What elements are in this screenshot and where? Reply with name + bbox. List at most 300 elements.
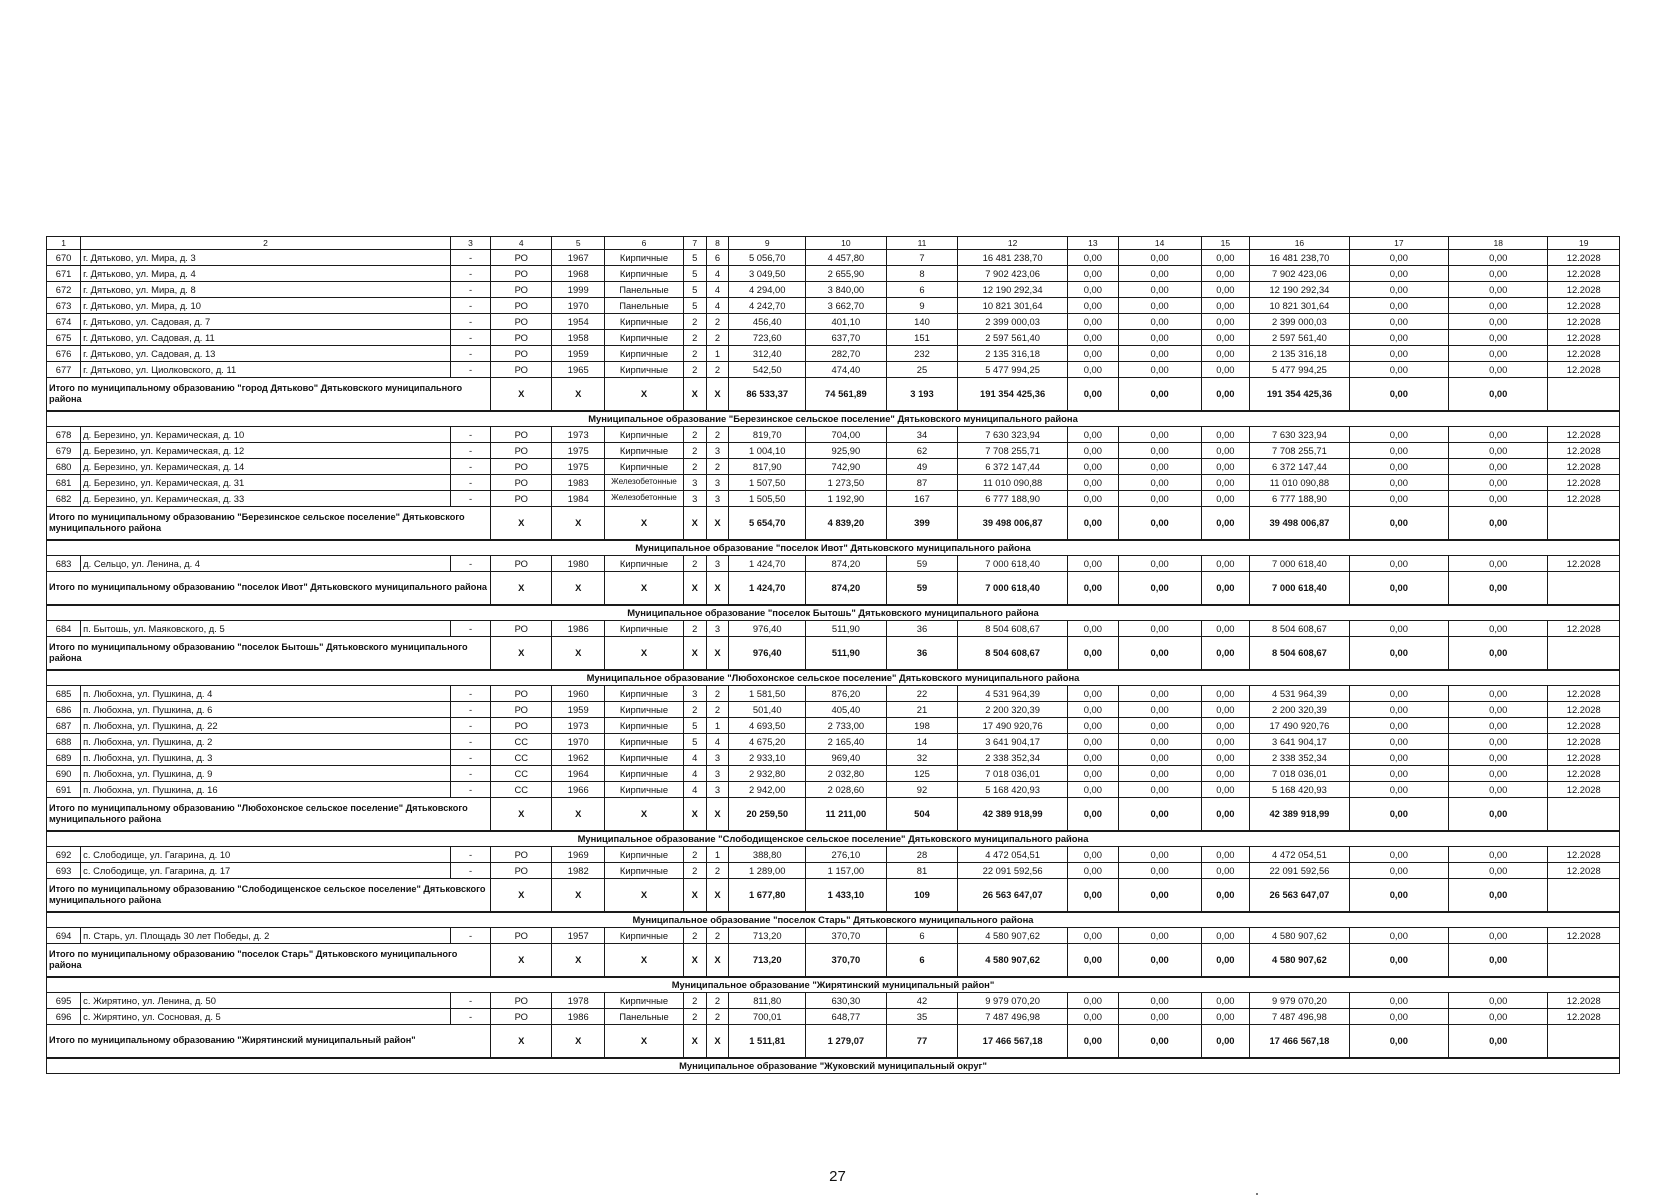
table-cell: 3 (706, 782, 729, 798)
table-cell: 4 472 054,51 (1250, 847, 1349, 863)
table-cell: 0,00 (1349, 993, 1448, 1009)
subtotal-cell: 7 000 618,40 (1250, 572, 1349, 606)
table-cell: 388,80 (729, 847, 806, 863)
table-cell: 0,00 (1067, 621, 1118, 637)
table-cell: 0,00 (1118, 686, 1201, 702)
table-cell: Кирпичные (605, 330, 684, 346)
table-cell: 2 942,00 (729, 782, 806, 798)
subtotal-cell: X (706, 572, 729, 606)
subtotal-cell: X (552, 798, 605, 832)
table-cell: 0,00 (1349, 1009, 1448, 1025)
subtotal-cell: 0,00 (1449, 507, 1548, 541)
subtotal-cell: X (683, 637, 706, 671)
table-cell: 2 (706, 314, 729, 330)
table-cell: 0,00 (1201, 750, 1250, 766)
table-cell: 685 (47, 686, 81, 702)
section-title: Муниципальное образование "Жирятинский муниципальный район" (47, 977, 1620, 993)
table-cell: - (450, 459, 490, 475)
subtotal-cell: 0,00 (1118, 1025, 1201, 1059)
table-cell: - (450, 443, 490, 459)
subtotal-cell: 511,90 (806, 637, 887, 671)
table-cell: 2 655,90 (806, 266, 887, 282)
subtotal-label: Итого по муниципальному образованию "Березинское сельское поселение" Дятьковского муниципального района (47, 507, 491, 541)
table-cell: 22 091 592,56 (958, 863, 1068, 879)
table-cell: 3 662,70 (806, 298, 887, 314)
table-cell: 0,00 (1449, 427, 1548, 443)
table-cell: 0,00 (1067, 346, 1118, 362)
table-cell: 0,00 (1118, 556, 1201, 572)
subtotal-cell: X (605, 507, 684, 541)
subtotal-row (47, 378, 1620, 412)
table-cell: 0,00 (1349, 282, 1448, 298)
table-cell: 2 (683, 928, 706, 944)
table-cell: 695 (47, 993, 81, 1009)
table-cell: 36 (886, 621, 957, 637)
column-number: 4 (491, 237, 552, 250)
table-cell: 0,00 (1118, 928, 1201, 944)
table-cell: 0,00 (1349, 621, 1448, 637)
table-cell: п. Любохна, ул. Пушкина, д. 9 (81, 766, 451, 782)
subtotal-label: Итого по муниципальному образованию "поселок Ивот" Дятьковского муниципального района (47, 572, 491, 606)
section-title-row (47, 912, 1620, 928)
subtotal-cell (1548, 378, 1620, 412)
table-cell: 0,00 (1118, 491, 1201, 507)
table-cell: 6 372 147,44 (958, 459, 1068, 475)
table-cell: г. Дятьково, ул. Мира, д. 4 (81, 266, 451, 282)
table-cell: 0,00 (1201, 250, 1250, 266)
table-cell: 1970 (552, 298, 605, 314)
subtotal-row (47, 879, 1620, 913)
table-cell: 12 190 292,34 (958, 282, 1068, 298)
table-cell: 11 010 090,88 (958, 475, 1068, 491)
table-row (47, 266, 1620, 282)
table-cell: - (450, 250, 490, 266)
subtotal-cell: 4 839,20 (806, 507, 887, 541)
subtotal-cell: X (491, 378, 552, 412)
table-cell: 5 477 994,25 (958, 362, 1068, 378)
table-cell: РО (491, 266, 552, 282)
column-number: 2 (81, 237, 451, 250)
subtotal-cell: 11 211,00 (806, 798, 887, 832)
table-cell: 0,00 (1349, 459, 1448, 475)
subtotal-cell: X (491, 507, 552, 541)
table-cell: 1999 (552, 282, 605, 298)
table-cell: г. Дятьково, ул. Садовая, д. 11 (81, 330, 451, 346)
table-cell: 370,70 (806, 928, 887, 944)
table-cell: п. Любохна, ул. Пушкина, д. 16 (81, 782, 451, 798)
subtotal-cell: 74 561,89 (806, 378, 887, 412)
table-row (47, 330, 1620, 346)
table-cell: РО (491, 1009, 552, 1025)
table-cell: Кирпичные (605, 362, 684, 378)
table-cell: 81 (886, 863, 957, 879)
table-cell: 2 338 352,34 (958, 750, 1068, 766)
table-cell: 7 (886, 250, 957, 266)
table-cell: 0,00 (1067, 847, 1118, 863)
table-cell: - (450, 314, 490, 330)
table-cell: - (450, 427, 490, 443)
table-cell: 12.2028 (1548, 847, 1620, 863)
table-cell: Кирпичные (605, 459, 684, 475)
table-cell: 671 (47, 266, 81, 282)
table-cell: 0,00 (1201, 427, 1250, 443)
table-cell: 12.2028 (1548, 443, 1620, 459)
table-cell: - (450, 1009, 490, 1025)
table-cell: 8 504 608,67 (958, 621, 1068, 637)
table-cell: СС (491, 750, 552, 766)
table-cell: 0,00 (1449, 734, 1548, 750)
table-cell: д. Березино, ул. Керамическая, д. 10 (81, 427, 451, 443)
subtotal-cell: 3 193 (886, 378, 957, 412)
table-cell: 1 581,50 (729, 686, 806, 702)
table-cell: 12.2028 (1548, 330, 1620, 346)
table-cell: 1 (706, 847, 729, 863)
table-cell: 198 (886, 718, 957, 734)
table-cell: 4 693,50 (729, 718, 806, 734)
table-cell: 688 (47, 734, 81, 750)
table-cell: 683 (47, 556, 81, 572)
table-cell: 674 (47, 314, 81, 330)
table-cell: 0,00 (1118, 621, 1201, 637)
column-number: 16 (1250, 237, 1349, 250)
table-cell: 4 (706, 734, 729, 750)
subtotal-cell: 0,00 (1201, 944, 1250, 978)
subtotal-cell (1548, 944, 1620, 978)
table-cell: Кирпичные (605, 993, 684, 1009)
table-cell: 2 399 000,03 (958, 314, 1068, 330)
table-cell: 12.2028 (1548, 475, 1620, 491)
table-cell: 2 597 561,40 (1250, 330, 1349, 346)
table-cell: РО (491, 475, 552, 491)
table-cell: 456,40 (729, 314, 806, 330)
subtotal-cell: X (491, 944, 552, 978)
table-cell: с. Слободище, ул. Гагарина, д. 10 (81, 847, 451, 863)
table-cell: 2 (706, 993, 729, 1009)
table-cell: 673 (47, 298, 81, 314)
table-cell: 2 (706, 702, 729, 718)
table-cell: 969,40 (806, 750, 887, 766)
table-body (47, 237, 1620, 1074)
table-cell: 12.2028 (1548, 621, 1620, 637)
table-cell: 0,00 (1449, 475, 1548, 491)
table-cell: Панельные (605, 1009, 684, 1025)
table-cell: п. Любохна, ул. Пушкина, д. 4 (81, 686, 451, 702)
table-cell: 62 (886, 443, 957, 459)
housing-registry-table (46, 236, 1620, 1074)
table-cell: 1964 (552, 766, 605, 782)
table-cell: 49 (886, 459, 957, 475)
table-cell: 10 821 301,64 (1250, 298, 1349, 314)
table-cell: 0,00 (1118, 346, 1201, 362)
subtotal-cell: 8 504 608,67 (1250, 637, 1349, 671)
table-cell: 1 273,50 (806, 475, 887, 491)
table-cell: 0,00 (1118, 443, 1201, 459)
table-cell: 1967 (552, 250, 605, 266)
table-cell: 7 902 423,06 (958, 266, 1068, 282)
table-cell: г. Дятьково, ул. Мира, д. 3 (81, 250, 451, 266)
table-cell: 0,00 (1067, 298, 1118, 314)
table-row (47, 491, 1620, 507)
table-cell: 691 (47, 782, 81, 798)
subtotal-cell: X (706, 798, 729, 832)
table-cell: 0,00 (1201, 621, 1250, 637)
subtotal-row (47, 507, 1620, 541)
subtotal-cell: X (552, 1025, 605, 1059)
table-cell: РО (491, 863, 552, 879)
table-cell: 1 507,50 (729, 475, 806, 491)
table-cell: 6 (706, 250, 729, 266)
subtotal-cell (1548, 507, 1620, 541)
table-cell: 0,00 (1449, 863, 1548, 879)
subtotal-cell: 0,00 (1349, 378, 1448, 412)
table-cell: 0,00 (1201, 1009, 1250, 1025)
table-cell: РО (491, 459, 552, 475)
subtotal-cell (1548, 1025, 1620, 1059)
table-cell: 2 (706, 362, 729, 378)
table-cell: РО (491, 282, 552, 298)
table-cell: 0,00 (1201, 491, 1250, 507)
table-cell: 0,00 (1201, 330, 1250, 346)
table-cell: 0,00 (1118, 250, 1201, 266)
table-cell: 0,00 (1449, 847, 1548, 863)
table-cell: Кирпичные (605, 734, 684, 750)
subtotal-cell: 26 563 647,07 (1250, 879, 1349, 913)
table-cell: 7 487 496,98 (1250, 1009, 1349, 1025)
subtotal-cell: 191 354 425,36 (1250, 378, 1349, 412)
table-cell: 0,00 (1118, 266, 1201, 282)
table-cell: 0,00 (1449, 556, 1548, 572)
table-cell: п. Бытошь, ул. Маяковского, д. 5 (81, 621, 451, 637)
table-cell: РО (491, 491, 552, 507)
subtotal-cell: 0,00 (1201, 637, 1250, 671)
subtotal-cell: 399 (886, 507, 957, 541)
table-cell: 1954 (552, 314, 605, 330)
subtotal-cell: 0,00 (1449, 798, 1548, 832)
table-cell: 682 (47, 491, 81, 507)
table-cell: 1980 (552, 556, 605, 572)
table-cell: 1986 (552, 621, 605, 637)
table-cell: с. Жирятино, ул. Сосновая, д. 5 (81, 1009, 451, 1025)
table-cell: Кирпичные (605, 782, 684, 798)
table-cell: 1973 (552, 718, 605, 734)
table-cell: 16 481 238,70 (958, 250, 1068, 266)
subtotal-cell: 0,00 (1449, 572, 1548, 606)
column-number: 9 (729, 237, 806, 250)
table-cell: 1 424,70 (729, 556, 806, 572)
page-number: 27 (829, 1168, 846, 1185)
table-cell: 637,70 (806, 330, 887, 346)
table-cell: 0,00 (1201, 298, 1250, 314)
table-cell: 3 (706, 556, 729, 572)
column-number: 8 (706, 237, 729, 250)
subtotal-row (47, 637, 1620, 671)
table-cell: - (450, 346, 490, 362)
table-cell: 696 (47, 1009, 81, 1025)
table-cell: 693 (47, 863, 81, 879)
table-cell: 2 399 000,03 (1250, 314, 1349, 330)
table-cell: 0,00 (1067, 314, 1118, 330)
subtotal-cell: 39 498 006,87 (1250, 507, 1349, 541)
table-cell: 12.2028 (1548, 314, 1620, 330)
table-cell: 4 242,70 (729, 298, 806, 314)
table-cell: 686 (47, 702, 81, 718)
table-cell: 3 (706, 766, 729, 782)
table-cell: 4 675,20 (729, 734, 806, 750)
table-cell: 0,00 (1449, 491, 1548, 507)
table-cell: 2 597 561,40 (958, 330, 1068, 346)
column-number: 3 (450, 237, 490, 250)
subtotal-cell: 0,00 (1201, 798, 1250, 832)
table-cell: 0,00 (1201, 847, 1250, 863)
table-cell: 0,00 (1067, 993, 1118, 1009)
table-row (47, 702, 1620, 718)
section-title: Муниципальное образование "поселок Ивот" Дятьковского муниципального района (47, 540, 1620, 556)
table-row (47, 782, 1620, 798)
table-cell: 0,00 (1067, 750, 1118, 766)
table-cell: 1 (706, 718, 729, 734)
subtotal-cell: 4 580 907,62 (1250, 944, 1349, 978)
table-cell: 0,00 (1349, 491, 1448, 507)
table-cell: 6 (886, 928, 957, 944)
table-cell: 5 056,70 (729, 250, 806, 266)
subtotal-cell: 36 (886, 637, 957, 671)
table-cell: - (450, 282, 490, 298)
column-number: 7 (683, 237, 706, 250)
section-title-row (47, 605, 1620, 621)
table-cell: 2 135 316,18 (1250, 346, 1349, 362)
table-cell: 12.2028 (1548, 750, 1620, 766)
table-cell: 12.2028 (1548, 686, 1620, 702)
table-cell: 312,40 (729, 346, 806, 362)
subtotal-cell: 191 354 425,36 (958, 378, 1068, 412)
table-cell: РО (491, 621, 552, 637)
table-cell: 2 (683, 863, 706, 879)
table-cell: 0,00 (1067, 443, 1118, 459)
table-cell: 0,00 (1118, 782, 1201, 798)
table-cell: 12.2028 (1548, 1009, 1620, 1025)
table-cell: - (450, 847, 490, 863)
table-cell: 630,30 (806, 993, 887, 1009)
table-cell: 1 289,00 (729, 863, 806, 879)
table-cell: 0,00 (1449, 443, 1548, 459)
table-cell: - (450, 556, 490, 572)
subtotal-row (47, 572, 1620, 606)
table-cell: 3 840,00 (806, 282, 887, 298)
table-row (47, 766, 1620, 782)
subtotal-cell: X (491, 879, 552, 913)
table-cell: Панельные (605, 298, 684, 314)
subtotal-cell: 0,00 (1349, 798, 1448, 832)
table-cell: - (450, 491, 490, 507)
subtotal-cell (1548, 798, 1620, 832)
table-cell: 0,00 (1449, 993, 1548, 1009)
table-row (47, 863, 1620, 879)
table-cell: Кирпичные (605, 686, 684, 702)
subtotal-cell: X (706, 879, 729, 913)
table-row (47, 282, 1620, 298)
table-cell: РО (491, 443, 552, 459)
table-cell: 1960 (552, 686, 605, 702)
table-row (47, 718, 1620, 734)
table-cell: 0,00 (1201, 459, 1250, 475)
table-cell: - (450, 621, 490, 637)
table-cell: 12.2028 (1548, 298, 1620, 314)
subtotal-cell: 0,00 (1067, 572, 1118, 606)
table-cell: 11 010 090,88 (1250, 475, 1349, 491)
table-cell: 1968 (552, 266, 605, 282)
table-cell: 35 (886, 1009, 957, 1025)
table-cell: 0,00 (1201, 782, 1250, 798)
subtotal-cell: 17 466 567,18 (958, 1025, 1068, 1059)
subtotal-cell: 59 (886, 572, 957, 606)
table-cell: 4 (683, 766, 706, 782)
subtotal-cell: X (605, 572, 684, 606)
table-cell: п. Любохна, ул. Пушкина, д. 22 (81, 718, 451, 734)
subtotal-cell: X (491, 1025, 552, 1059)
table-cell: 0,00 (1349, 556, 1448, 572)
table-cell: 10 821 301,64 (958, 298, 1068, 314)
table-cell: 2 200 320,39 (958, 702, 1068, 718)
subtotal-cell: 0,00 (1118, 944, 1201, 978)
section-title-row (47, 540, 1620, 556)
table-cell: 2 (683, 847, 706, 863)
table-cell: РО (491, 556, 552, 572)
table-cell: 1962 (552, 750, 605, 766)
table-cell: 3 (683, 686, 706, 702)
table-cell: 4 580 907,62 (958, 928, 1068, 944)
subtotal-cell: 1 279,07 (806, 1025, 887, 1059)
subtotal-cell: 370,70 (806, 944, 887, 978)
subtotal-cell: 0,00 (1118, 879, 1201, 913)
table-cell: 876,20 (806, 686, 887, 702)
table-cell: 672 (47, 282, 81, 298)
subtotal-cell: X (552, 879, 605, 913)
table-cell: 12.2028 (1548, 766, 1620, 782)
table-cell: 0,00 (1118, 766, 1201, 782)
subtotal-cell: 0,00 (1349, 879, 1448, 913)
table-cell: 0,00 (1118, 314, 1201, 330)
table-cell: п. Старь, ул. Площадь 30 лет Победы, д. 2 (81, 928, 451, 944)
subtotal-cell: 0,00 (1118, 378, 1201, 412)
table-cell: Железобетонные (605, 491, 684, 507)
subtotal-cell: 39 498 006,87 (958, 507, 1068, 541)
table-cell: 692 (47, 847, 81, 863)
table-cell: 2 (683, 346, 706, 362)
subtotal-cell: X (552, 378, 605, 412)
table-cell: 276,10 (806, 847, 887, 863)
subtotal-cell (1548, 637, 1620, 671)
table-cell: 0,00 (1067, 928, 1118, 944)
table-cell: 684 (47, 621, 81, 637)
table-cell: 0,00 (1118, 298, 1201, 314)
subtotal-cell: 0,00 (1349, 1025, 1448, 1059)
subtotal-cell: 0,00 (1067, 1025, 1118, 1059)
table-cell: 0,00 (1067, 734, 1118, 750)
table-cell: 0,00 (1349, 718, 1448, 734)
table-cell: п. Любохна, ул. Пушкина, д. 3 (81, 750, 451, 766)
table-cell: п. Любохна, ул. Пушкина, д. 2 (81, 734, 451, 750)
table-row (47, 459, 1620, 475)
table-cell: 42 (886, 993, 957, 1009)
subtotal-cell (1548, 572, 1620, 606)
table-cell: 7 000 618,40 (958, 556, 1068, 572)
table-cell: 7 630 323,94 (1250, 427, 1349, 443)
table-cell: - (450, 718, 490, 734)
table-cell: РО (491, 314, 552, 330)
subtotal-cell: 0,00 (1449, 1025, 1548, 1059)
table-cell: - (450, 686, 490, 702)
table-row (47, 734, 1620, 750)
